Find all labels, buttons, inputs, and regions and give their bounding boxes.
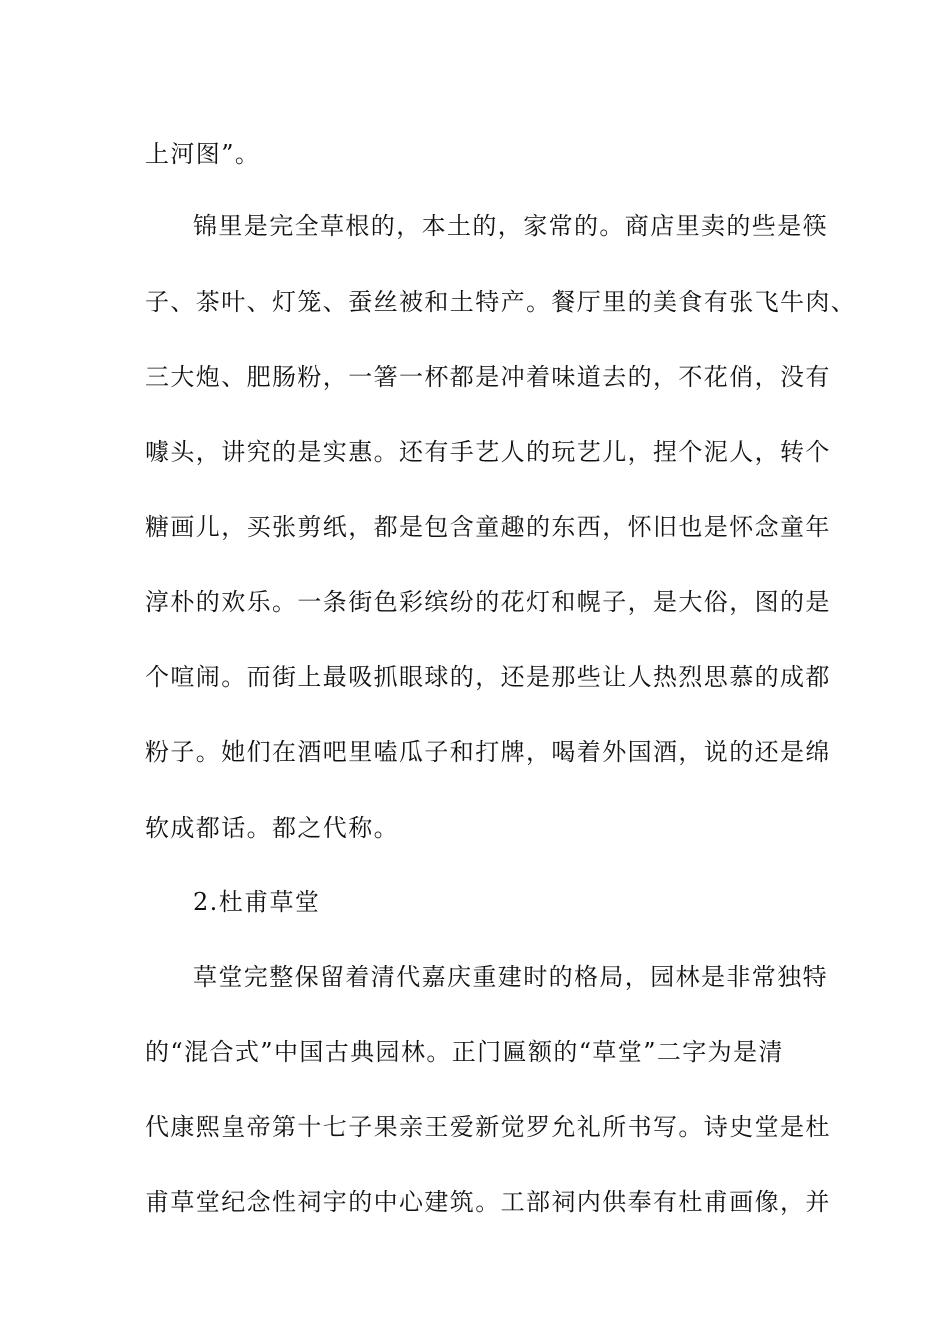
paragraph-jinli-line: 个喧闹。而街上最吸抓眼球的，还是那些让人热烈思慕的成都	[145, 663, 831, 691]
paragraph-jinli-line: 淳朴的欢乐。一条街色彩缤纷的花灯和幌子，是大俗，图的是	[145, 588, 831, 616]
paragraph-caotang-line: 的“混合式”中国古典园林。正门匾额的“草堂”二字为是清	[145, 1038, 784, 1066]
paragraph-jinli-line: 噱头，讲究的是实惠。还有手艺人的玩艺儿，捏个泥人，转个	[145, 438, 831, 466]
paragraph-jinli-line: 软成都话。都之代称。	[145, 814, 399, 842]
paragraph-caotang-line: 代康熙皇帝第十七子果亲王爱新觉罗允礼所书写。诗史堂是杜	[145, 1113, 831, 1141]
paragraph-continuation-line: 上河图”。	[145, 140, 261, 168]
paragraph-jinli-line: 粉子。她们在酒吧里嗑瓜子和打牌，喝着外国酒，说的还是绵	[145, 738, 831, 766]
paragraph-caotang-line: 草堂完整保留着清代嘉庆重建时的格局，园林是非常独特	[193, 963, 828, 991]
paragraph-jinli-line: 三大炮、肥肠粉，一箸一杯都是冲着味道去的，不花俏，没有	[145, 363, 831, 391]
paragraph-jinli-line: 锦里是完全草根的，本土的，家常的。商店里卖的些是筷	[193, 212, 828, 240]
section-heading: 2.杜甫草堂	[193, 888, 321, 916]
paragraph-caotang-line: 甫草堂纪念性祠宇的中心建筑。工部祠内供奉有杜甫画像，并	[145, 1188, 831, 1216]
paragraph-jinli-line: 子、茶叶、灯笼、蚕丝被和土特产。餐厅里的美食有张飞牛肉、	[145, 288, 857, 316]
paragraph-jinli-line: 糖画儿，买张剪纸，都是包含童趣的东西，怀旧也是怀念童年	[145, 513, 831, 541]
